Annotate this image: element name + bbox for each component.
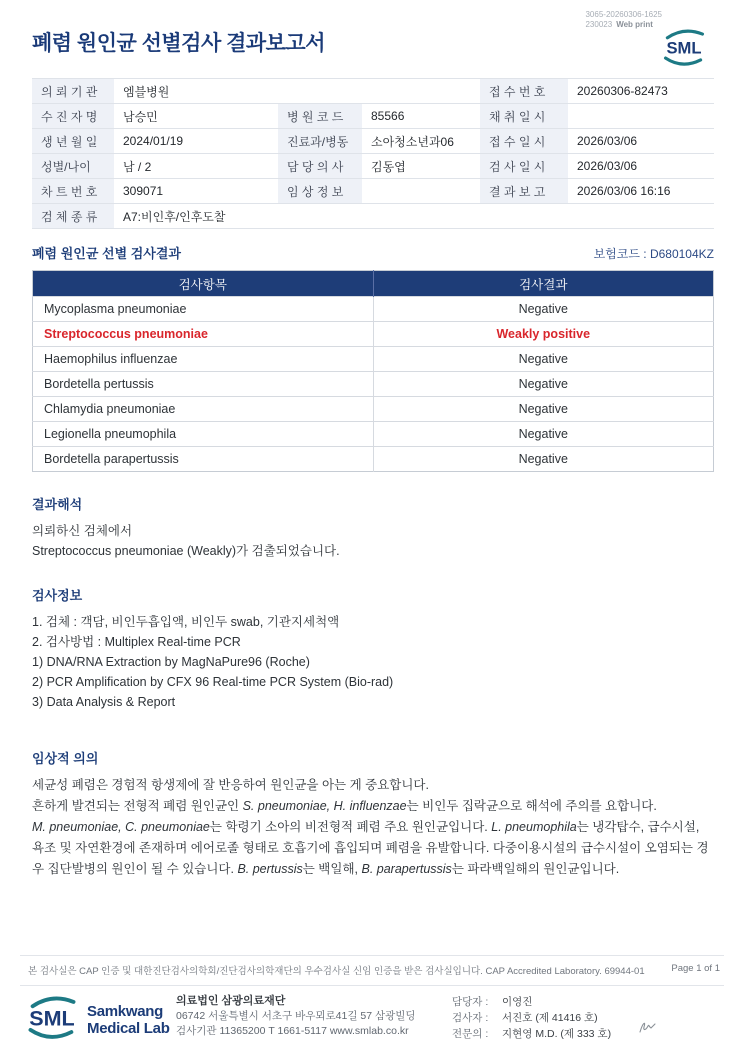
test-result: Negative [373,297,714,322]
table-row [32,179,714,204]
result-row-5 [33,422,714,447]
svg-text:SML: SML [29,1006,75,1031]
accreditation-text: 본 검사실은 CAP 인증 및 대한진단검사의학회/진단검사의학재단의 우수검사실 신임 인증을 받은 검사실입니다. CAP Accredited Laboratory. 69944-01 [28,966,645,977]
test-info-line: 1) DNA/RNA Extraction by MagNaPure96 (Roche) [32,655,310,669]
clinical-paragraph: 흔하게 발견되는 전형적 폐렴 원인균인 S. pneumoniae, H. influenzae는 비인두 집락균으로 해석에 주의를 요합니다. [32,799,657,813]
info-value: 2026/03/06 [568,129,714,154]
clinical-paragraph: M. pneumoniae, C. pneumoniae는 학령기 소아의 비전형적 폐렴 주요 원인균입니다. L. pneumophila는 냉각탑수, 급수시설, 욕조 및 자연환경에 존재하며 에어로졸 형태로 호흡기에 흡입되며 폐렴을 유발합니다. 다중이용시설의 급수시설이 오염되는 경우 집단발병의 원인이 될 수 있습니다. B. pertussis는 백일해, B. parapertussis는 파라백일해의 원인균입니다. [32,820,709,876]
test-result: Negative [373,397,714,422]
column-header-result: 검사결과 [373,271,714,297]
table-row [32,79,714,104]
footer-brand [24,993,176,1046]
info-label: 의 뢰 기 관 [32,79,114,104]
info-label: 접 수 번 호 [480,79,568,104]
test-info-line: 1. 검체 : 객담, 비인두흡입액, 비인두 swab, 기관지세척액 [32,615,340,629]
result-row-4 [33,397,714,422]
lab-org-name: 의료법인 삼광의료재단 [176,995,286,1007]
info-value: 309071 [114,179,278,204]
lab-registration: 검사기관 11365200 T 1661-5117 www.smlab.co.kr [176,1025,409,1037]
info-value: 엠블병원 [114,79,480,104]
info-value: 85566 [362,104,480,129]
info-value: 김동엽 [362,154,480,179]
results-section-title: 폐렴 원인균 선별 검사결과 [32,246,181,261]
result-row-6 [33,447,714,472]
info-label: 검 사 일 시 [480,154,568,179]
test-info-section [32,585,714,712]
lab-info [176,993,434,1039]
test-result: Negative [373,422,714,447]
footer-contacts [452,993,611,1042]
clinical-significance-section [32,748,714,880]
lab-address: 06742 서울특별시 서초구 바우뫼로41길 57 삼광빌딩 [176,1010,416,1022]
test-info-line: 2) PCR Amplification by CFX 96 Real-time PCR System (Bio-rad) [32,675,394,689]
footer [24,993,724,1046]
info-label: 검 체 종 류 [32,204,114,229]
print-codes [585,10,662,30]
test-info-line: 3) Data Analysis & Report [32,695,176,709]
info-label: 결 과 보 고 [480,179,568,204]
info-label: 수 진 자 명 [32,104,114,129]
result-row-2 [33,347,714,372]
test-result: Negative [373,447,714,472]
result-row-0 [33,297,714,322]
svg-text:SML: SML [666,38,702,58]
test-info-heading: 검사정보 [32,588,83,603]
interpretation-line: 의뢰하신 검체에서 [32,524,133,538]
test-result: Negative [373,347,714,372]
info-value: A7:비인후/인후도찰 [114,204,714,229]
info-value: 소아청소년과06 [362,129,480,154]
column-header-item: 검사항목 [33,271,374,297]
insurance-code: 보험코드 : D680104KZ [593,247,714,261]
test-item: Bordetella pertussis [33,372,374,397]
clinical-paragraph: 세균성 폐렴은 경험적 항생제에 잘 반응하여 원인균을 아는 게 중요합니다. [32,778,429,792]
clinical-heading: 임상적 의의 [32,751,99,766]
result-row-3 [33,372,714,397]
info-label: 병 원 코 드 [278,104,362,129]
results-section-bar [32,243,714,262]
info-value: 20260306-82473 [568,79,714,104]
accreditation-bar [20,955,724,986]
info-label: 채 취 일 시 [480,104,568,129]
patient-info-table [32,78,714,229]
info-label: 차 트 번 호 [32,179,114,204]
info-label: 성별/나이 [32,154,114,179]
info-value: 2026/03/06 [568,154,714,179]
info-value: 남승민 [114,104,278,129]
interpretation-line: Streptococcus pneumoniae (Weakly)가 검출되었습니다. [32,544,340,558]
info-value: 남 / 2 [114,154,278,179]
test-item: Haemophilus influenzae [33,347,374,372]
table-row [32,154,714,179]
info-label: 생 년 월 일 [32,129,114,154]
test-item: Bordetella parapertussis [33,447,374,472]
contact-row: 검사자 : 서진호 (제 41416 호) [452,1012,598,1024]
test-info-line: 2. 검사방법 : Multiplex Real-time PCR [32,635,241,649]
info-value [362,179,480,204]
page-title: 폐렴 원인균 선별검사 결과보고서 [32,32,326,55]
table-row [32,129,714,154]
print-meta-line: 230023 Web print [585,20,653,29]
info-label: 임 상 정 보 [278,179,362,204]
info-label: 담 당 의 사 [278,154,362,179]
table-row [32,104,714,129]
signature-icon [637,1019,659,1040]
sml-logo-icon [24,993,80,1046]
results-table [32,270,714,472]
interpretation-heading: 결과해석 [32,497,83,512]
info-label: 진료과/병동 [278,129,362,154]
info-value [568,104,714,129]
info-label: 접 수 일 시 [480,129,568,154]
brand-name: Samkwang Medical Lab [87,1002,170,1037]
result-row-1 [33,322,714,347]
table-header-row [33,271,714,297]
test-result: Weakly positive [373,322,714,347]
contact-row: 담당자 : 이영진 [452,996,533,1008]
test-item: Streptococcus pneumoniae [33,322,374,347]
interpretation-section [32,494,714,561]
print-code-line: 3065-20260306-1625 [585,10,662,19]
info-value: 2024/01/19 [114,129,278,154]
sml-logo-icon [660,26,708,73]
test-item: Mycoplasma pneumoniae [33,297,374,322]
page-number: Page 1 of 1 [671,963,720,974]
test-item: Chlamydia pneumoniae [33,397,374,422]
contact-row: 전문의 : 지현영 M.D. (제 333 호) [452,1028,612,1040]
info-value: 2026/03/06 16:16 [568,179,714,204]
test-result: Negative [373,372,714,397]
test-item: Legionella pneumophila [33,422,374,447]
table-row [32,204,714,229]
